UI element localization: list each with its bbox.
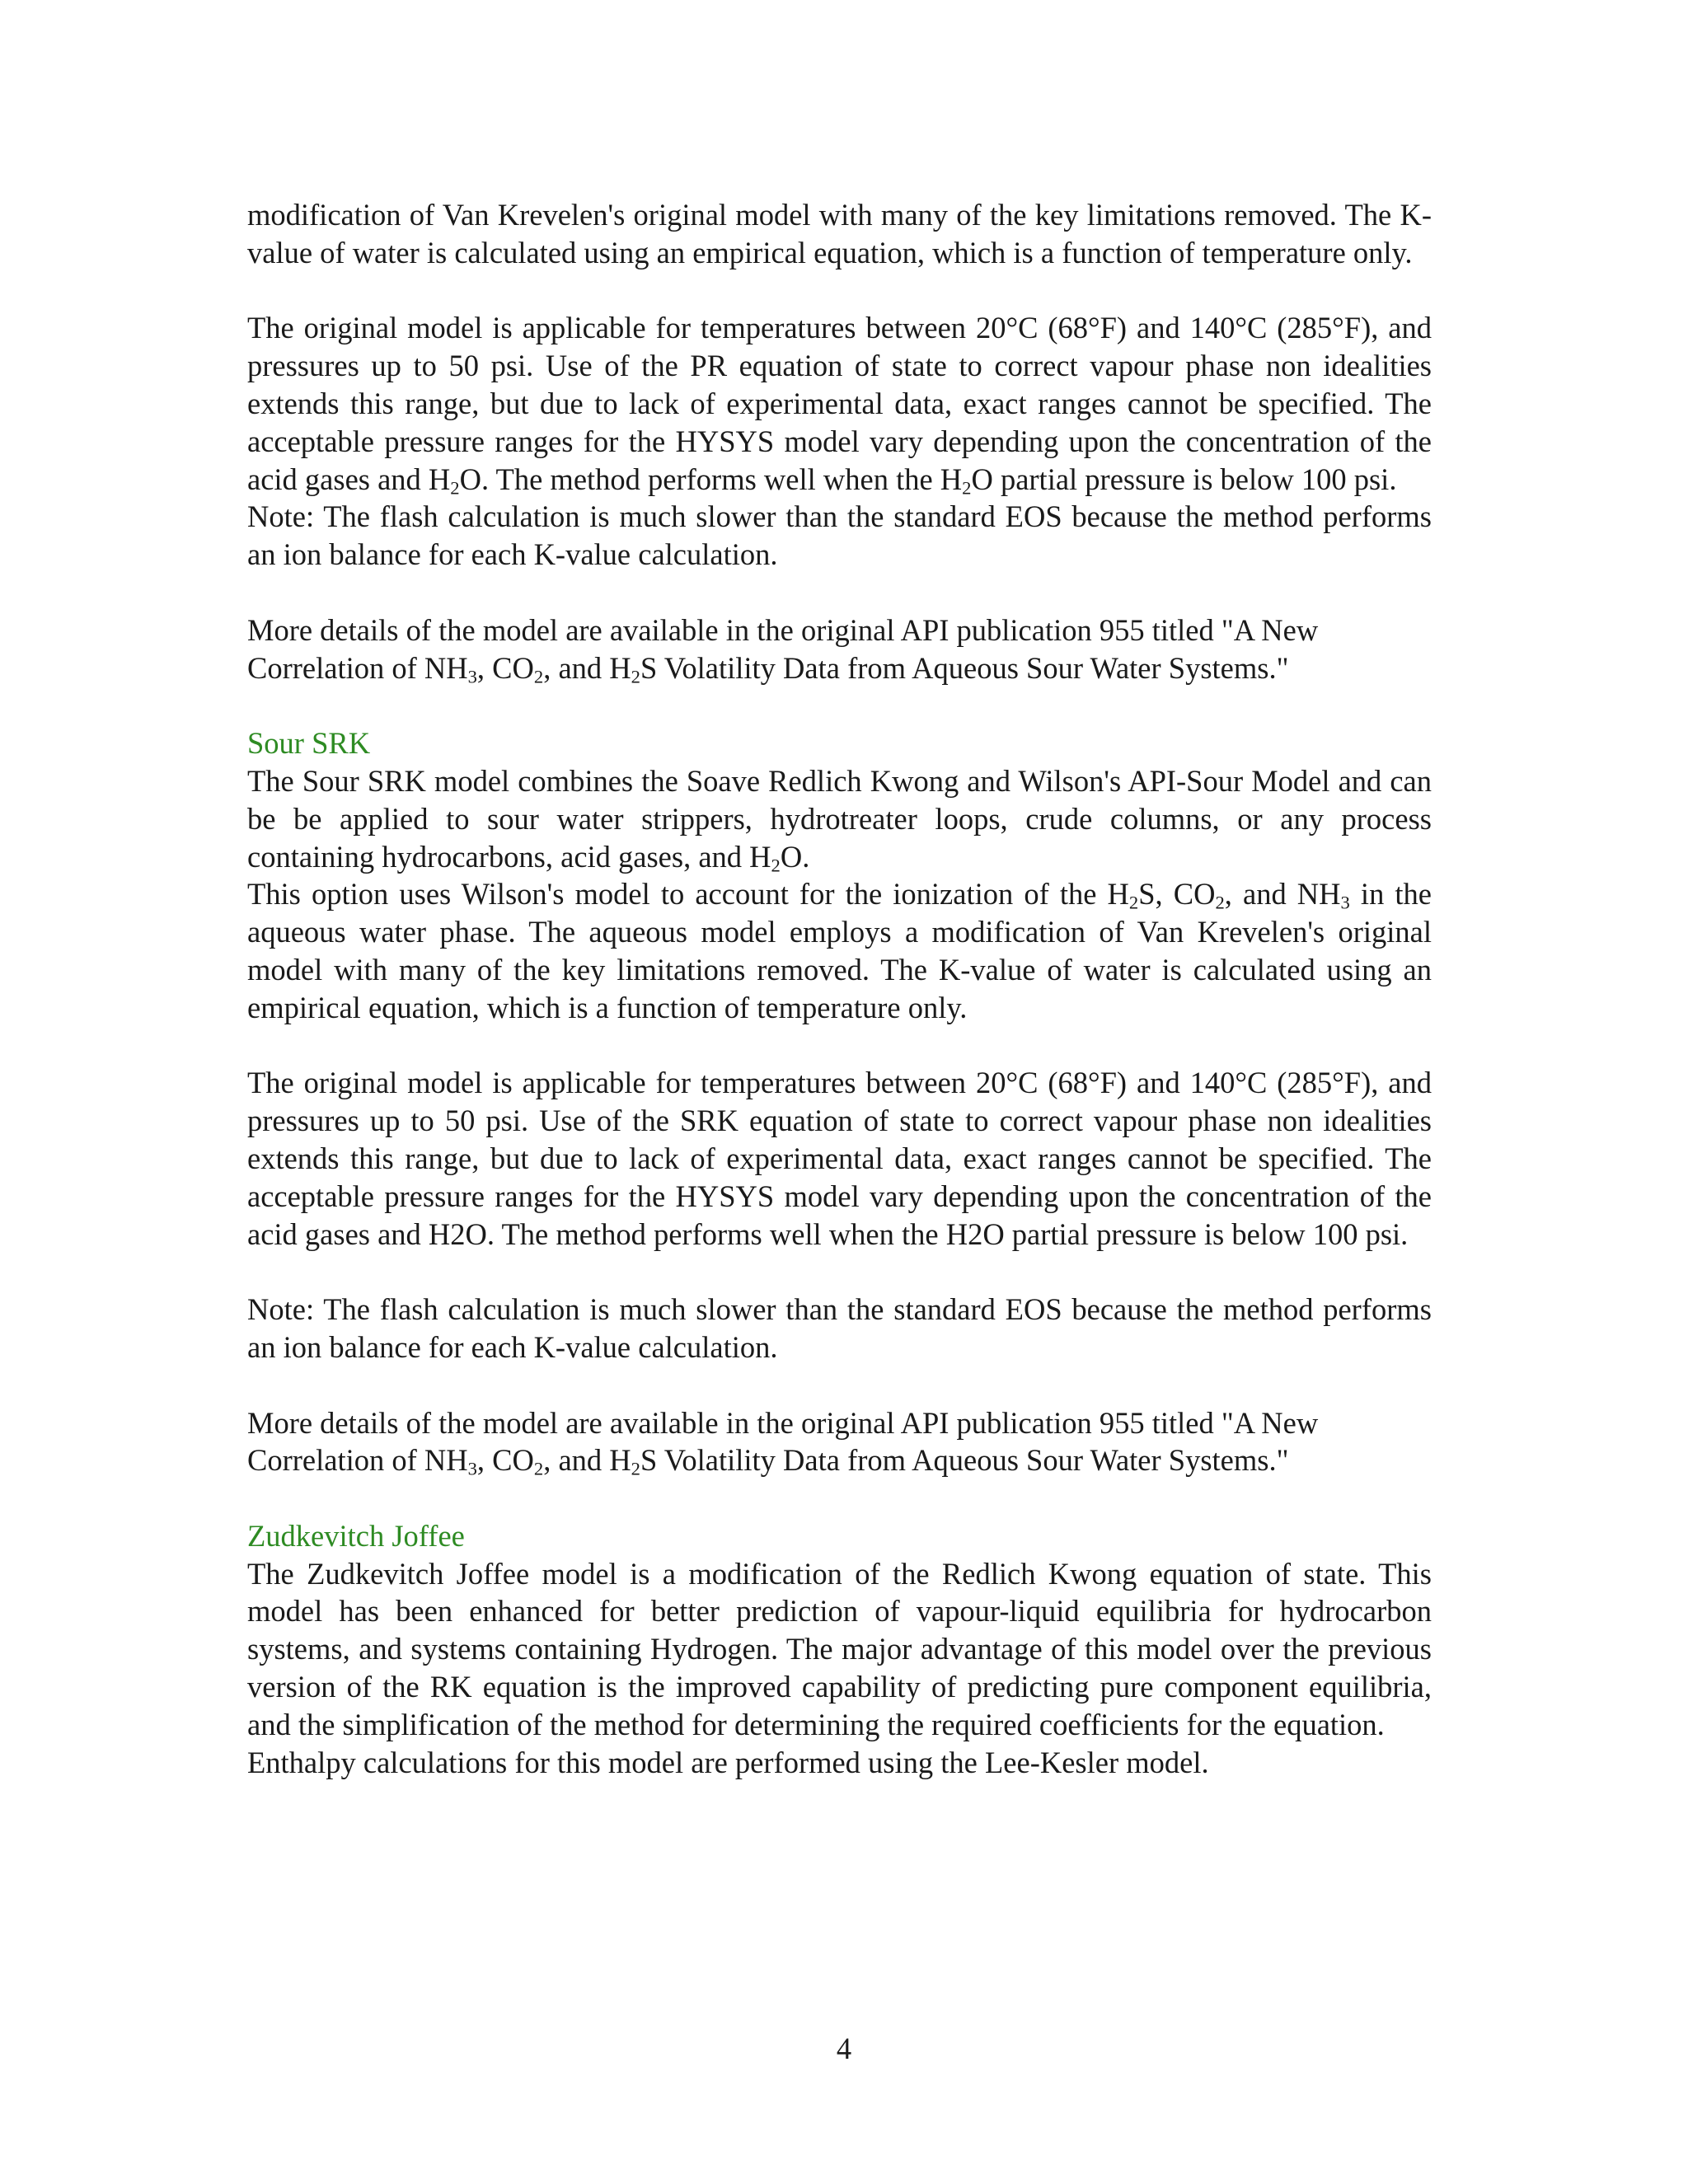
subscript: 2 bbox=[962, 477, 972, 499]
subscript: 2 bbox=[1215, 893, 1225, 913]
paragraph-zj-enthalpy bbox=[247, 1744, 1432, 1782]
paragraph-krevelen-continuation bbox=[247, 196, 1432, 272]
paragraph-api-reference-srk bbox=[247, 1404, 1432, 1480]
subscript: 2 bbox=[771, 855, 781, 876]
subscript: 3 bbox=[467, 666, 477, 687]
text-run: , and NH bbox=[1224, 877, 1341, 912]
paragraph-flash-note bbox=[247, 498, 1432, 574]
text-run: The original model is applicable for temperatures between 20°C (68°F) and 140°C (285°F), and pressures up to 50 psi. Use of the PR equation of state to correct vapour phase non idealities extends this range, but due to lack of experimental data, exact ranges cannot be specified. The acceptable pressure ranges for the HYSYS model vary depending upon the concentration of the acid gases and H bbox=[247, 311, 1432, 496]
subscript: 2 bbox=[533, 666, 544, 687]
paragraph-gap bbox=[247, 1366, 1432, 1404]
text-run: O. bbox=[780, 839, 810, 874]
text-run: O. The method performs well when the H bbox=[459, 462, 963, 496]
text-run: , and H bbox=[543, 650, 631, 685]
paragraph-gap bbox=[247, 574, 1432, 612]
text-run: in the aqueous water phase. The aqueous model employs a modification of Van Krevelen's original model with many of the key limitations removed. The K-value of water is calculated using an empirical equation, which is a function of temperature only. bbox=[247, 877, 1432, 1024]
paragraph-srk-applicability bbox=[247, 1064, 1432, 1253]
paragraph-sour-srk-intro bbox=[247, 762, 1432, 875]
text-run: Note: The flash calculation is much slower than the standard EOS because the method performs an ion balance for each K-value calculation. bbox=[247, 499, 1432, 572]
section-heading-zudkevitch-joffee: Zudkevitch Joffee bbox=[247, 1518, 465, 1553]
text-run: , CO bbox=[476, 1443, 534, 1478]
page-number: 4 bbox=[836, 2032, 852, 2065]
text-run: S, CO bbox=[1138, 877, 1216, 912]
subscript: 2 bbox=[1128, 893, 1139, 913]
paragraph-gap bbox=[247, 687, 1432, 724]
paragraph-api-reference bbox=[247, 612, 1432, 687]
text-run: , CO bbox=[476, 650, 534, 685]
subscript: 3 bbox=[467, 1458, 477, 1479]
paragraph-flash-note-srk bbox=[247, 1291, 1432, 1366]
text-run: More details of the model are available in the original API publication 955 titled "A New Correlation of NH bbox=[247, 612, 1319, 685]
text-run: S Volatility Data from Aqueous Sour Water Systems." bbox=[640, 650, 1289, 685]
text-run: S Volatility Data from Aqueous Sour Water Systems." bbox=[640, 1443, 1289, 1478]
text-run: , and H bbox=[543, 1443, 631, 1478]
paragraph-pr-applicability bbox=[247, 309, 1432, 498]
paragraph-gap bbox=[247, 272, 1432, 310]
subscript: 2 bbox=[631, 1458, 640, 1479]
text-run: The Sour SRK model combines the Soave Redlich Kwong and Wilson's API-Sour Model and can be be applied to sour water strippers, hydrotreater loops, crude columns, or any process containing hydrocarbons, acid gases, and H bbox=[247, 763, 1432, 874]
document-page bbox=[247, 196, 1432, 1781]
subscript: 3 bbox=[1340, 893, 1350, 913]
paragraph-sour-srk-ionization bbox=[247, 875, 1432, 1026]
paragraph-zj-description bbox=[247, 1555, 1432, 1744]
paragraph-gap bbox=[247, 1027, 1432, 1065]
text-run: O partial pressure is below 100 psi. bbox=[971, 462, 1397, 496]
text-run: The original model is applicable for temperatures between 20°C (68°F) and 140°C (285°F), and pressures up to 50 psi. Use of the SRK equation of state to correct vapour phase non idealities extends this range, but due to lack of experimental data, exact ranges cannot be specified. The acceptable pressure ranges for the HYSYS model vary depending upon the concentration of the acid gases and H2O. The method performs well when the H2O partial pressure is below 100 psi. bbox=[247, 1066, 1432, 1251]
paragraph-gap bbox=[247, 1479, 1432, 1517]
text-run: modification of Van Krevelen's original model with many of the key limitations removed. The K-value of water is calculated using an empirical equation, which is a function of temperature only. bbox=[247, 198, 1432, 269]
text-run: This option uses Wilson's model to account for the ionization of the H bbox=[247, 877, 1129, 912]
text-run: The Zudkevitch Joffee model is a modification of the Redlich Kwong equation of state. This model has been enhanced for better prediction of vapour-liquid equilibria for hydrocarbon systems, and systems containing Hydrogen. The major advantage of this model over the previous version of the RK equation is the improved capability of predicting pure component equilibria, and the simplification of the method for determining the required coefficients for the equation. bbox=[247, 1556, 1432, 1741]
subscript: 2 bbox=[631, 666, 640, 687]
text-run: Enthalpy calculations for this model are performed using the Lee-Kesler model. bbox=[247, 1745, 1209, 1779]
text-run: More details of the model are available in the original API publication 955 titled "A New Correlation of NH bbox=[247, 1405, 1319, 1478]
text-run: Note: The flash calculation is much slower than the standard EOS because the method performs an ion balance for each K-value calculation. bbox=[247, 1292, 1432, 1364]
paragraph-gap bbox=[247, 1253, 1432, 1291]
section-heading-sour-srk: Sour SRK bbox=[247, 726, 371, 761]
subscript: 2 bbox=[450, 477, 460, 499]
subscript: 2 bbox=[533, 1458, 544, 1479]
